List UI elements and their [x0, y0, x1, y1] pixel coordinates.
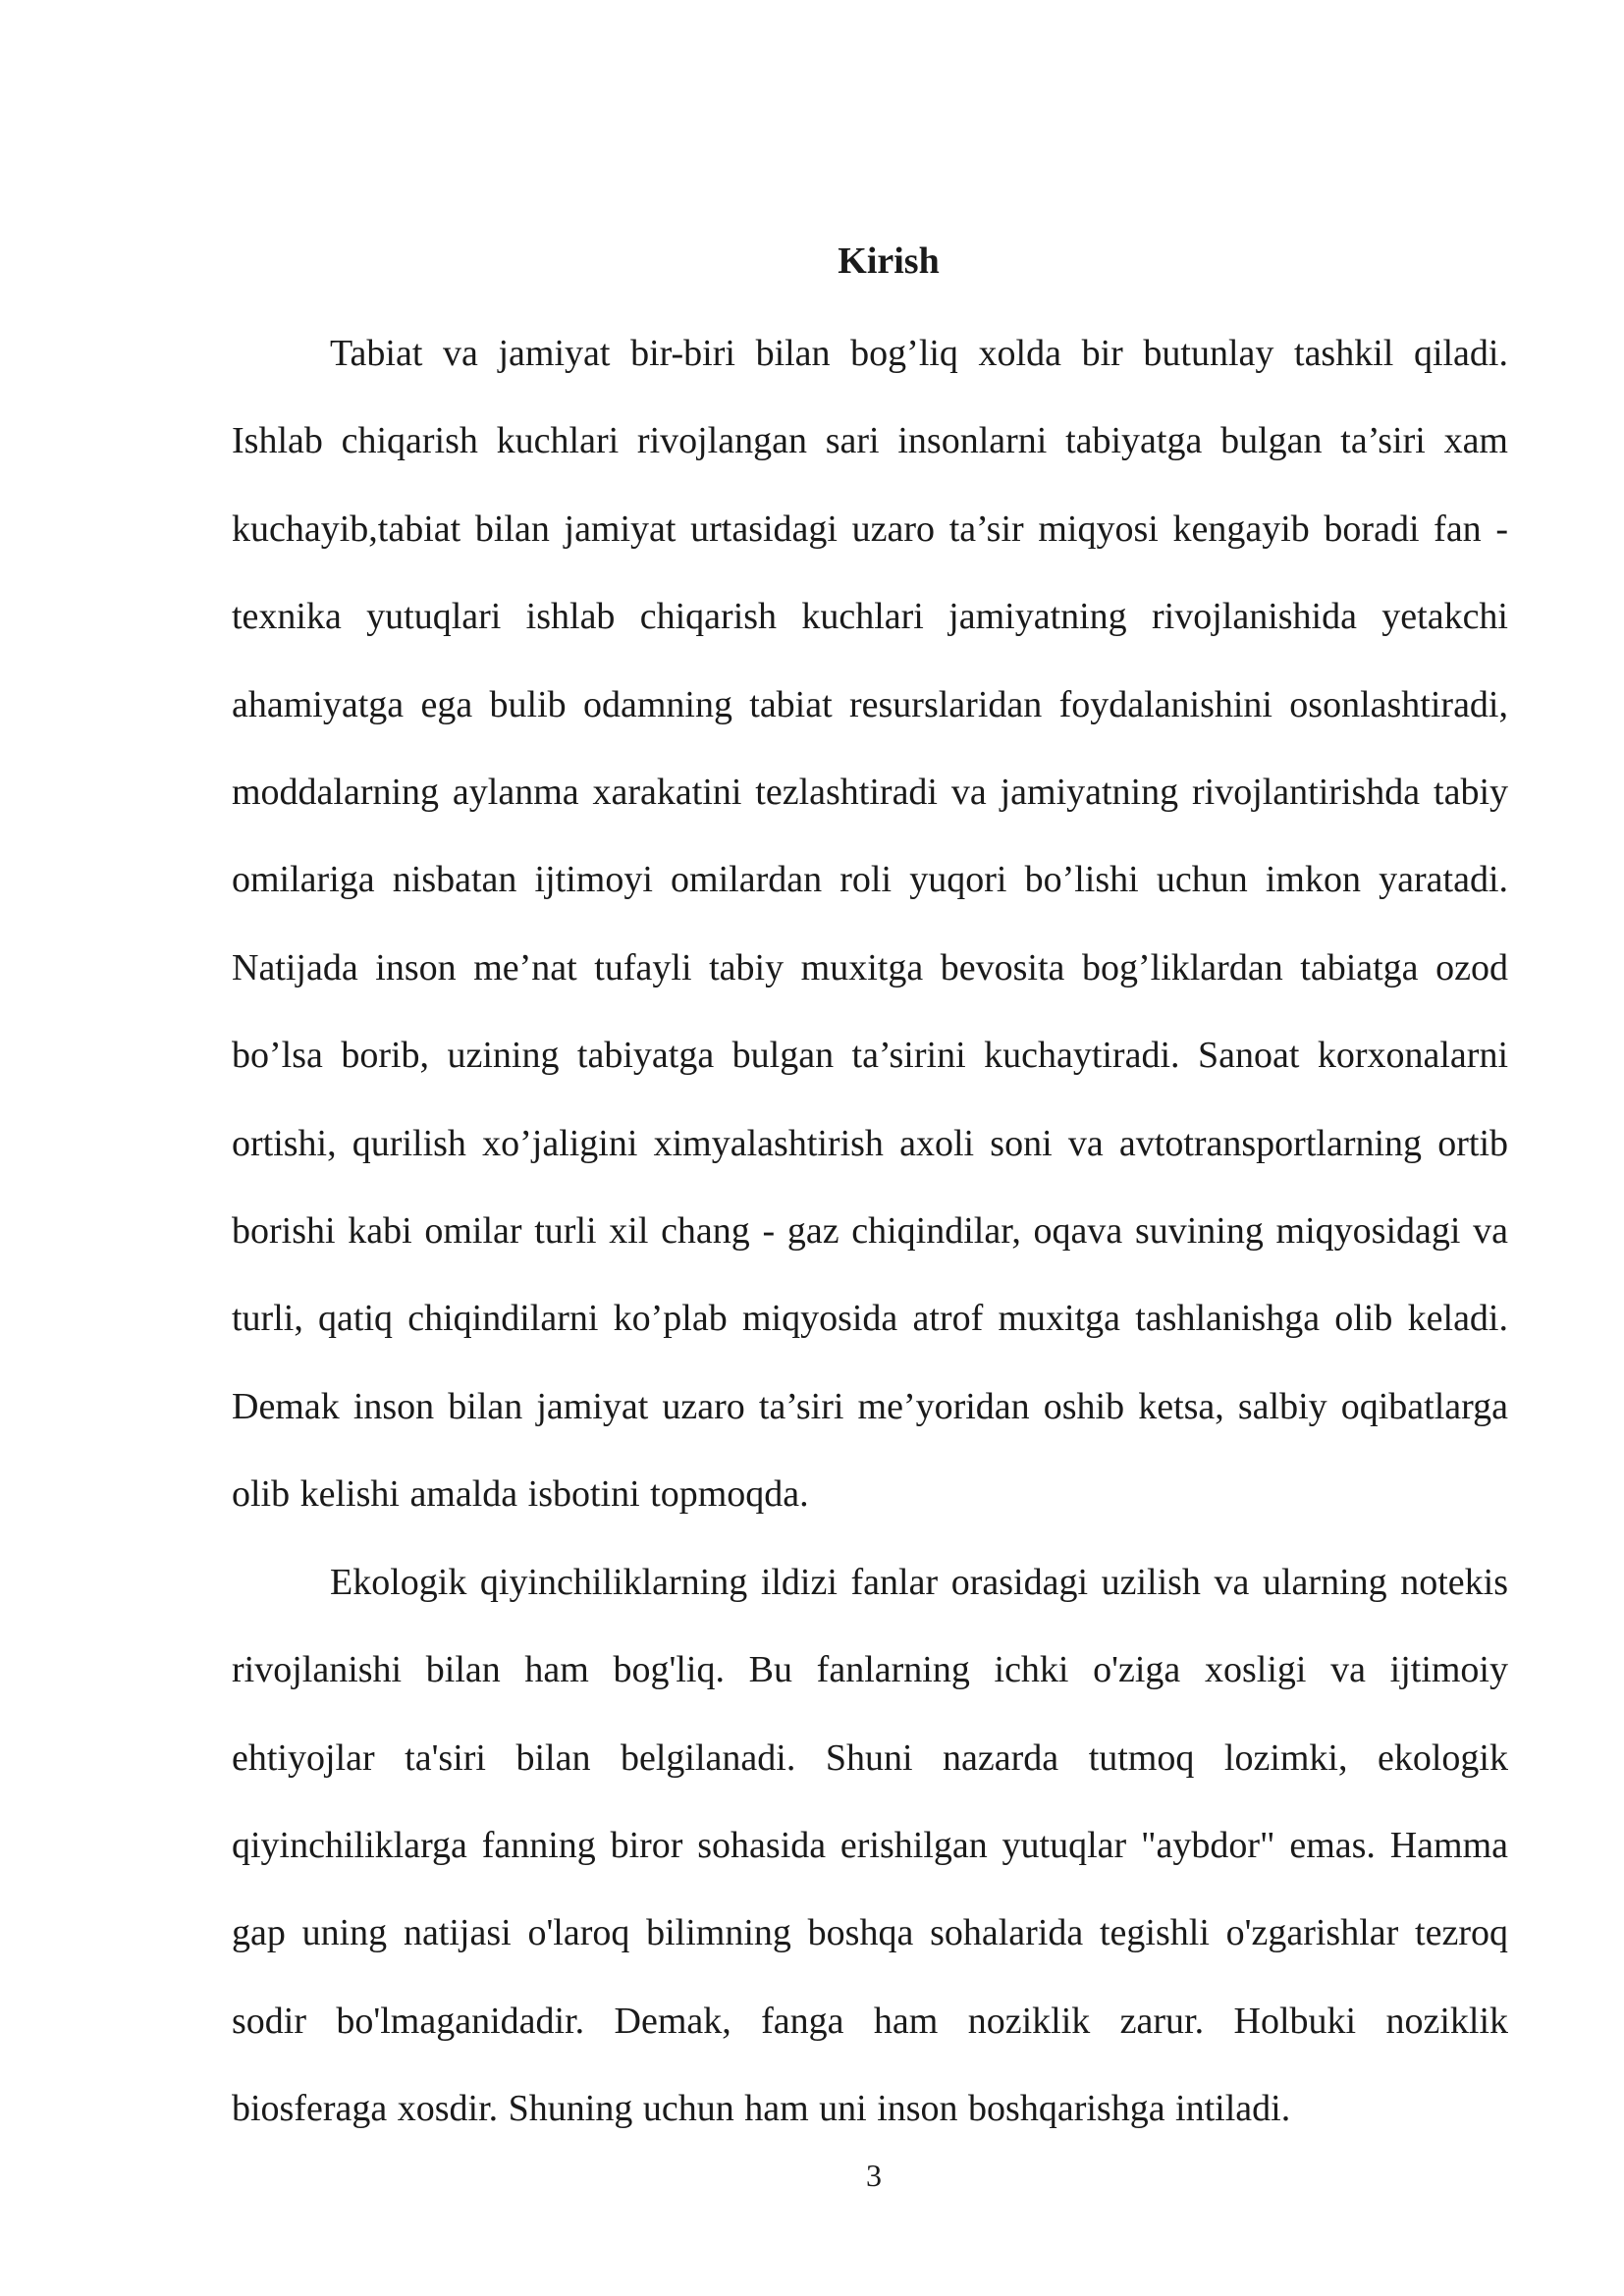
page-number: 3 [866, 2158, 882, 2193]
document-body [232, 310, 1508, 2154]
page-title: Kirish [838, 240, 940, 282]
paragraph-2: Ekologik qiyinchiliklarning ildizi fanlar orasidagi uzilish va ularning notekis rivojlanishi bilan ham bog'liq. Bu fanlarning ichki o'ziga xosligi va ijtimoiy ehtiyojlar ta'siri bilan belgilanadi. Shuni nazarda tutmoq lozimki, ekologik qiyinchiliklarga fanning biror sohasida erishilgan yutuqlar "aybdor" emas. Hamma gap uning natijasi o'laroq bilimning boshqa sohalarida tegishli o'zgarishlar tezroq sodir bo'lmaganidadir. Demak, fanga ham noziklik zarur. Holbuki noziklik biosferaga xosdir. Shuning uchun ham uni inson boshqarishga intiladi. [232, 1561, 1508, 2130]
paragraph-1: Tabiat va jamiyat bir-biri bilan bog’liq xolda bir butunlay tashkil qiladi. Ishlab chiqarish kuchlari rivojlangan sari insonlarni tabiyatga bulgan ta’siri xam kuchayib,tabiat bilan jamiyat urtasidagi uzaro ta’sir miqyosi kengayib boradi fan - texnika yutuqlari ishlab chiqarish kuchlari jamiyatning rivojlanishida yetakchi ahamiyatga ega bulib odamning tabiat resurslaridan foydalanishini osonlashtiradi, moddalarning aylanma xarakatini tezlashtiradi va jamiyatning rivojlantirishda tabiy omilariga nisbatan ijtimoyi omilardan roli yuqori bo’lishi uchun imkon yaratadi. Natijada inson me’nat tufayli tabiy muxitga bevosita bog’liklardan tabiatga ozod bo’lsa borib, uzining tabiyatga bulgan ta’sirini kuchaytiradi. Sanoat korxonalarni ortishi, qurilish xo’jaligini ximyalashtirish axoli soni va avtotransportlarning ortib borishi kabi omilar turli xil chang - gaz chiqindilar, oqava suvining miqyosidagi va turli, qatiq chiqindilarni ko’plab miqyosida atrof muxitga tashlanishga olib keladi. Demak inson bilan jamiyat uzaro ta’siri me’yoridan oshib ketsa, salbiy oqibatlarga olib kelishi amalda isbotini topmoqda. [232, 333, 1508, 1516]
